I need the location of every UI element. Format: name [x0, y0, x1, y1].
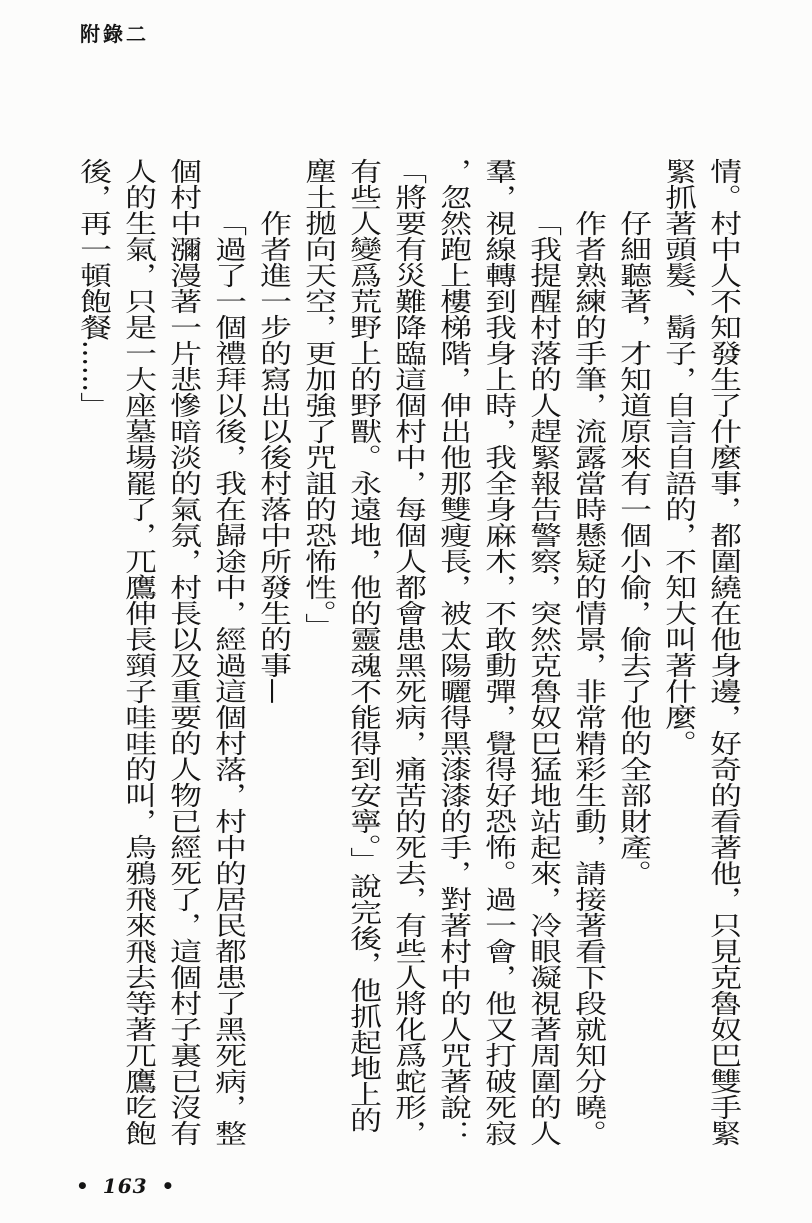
- text-column-5: 「我提醒村落的人趕緊報告警察，突然克魯奴巴猛地站起來，冷眼凝視著周圍的人: [524, 210, 562, 1146]
- text-column-9: 有些人變爲荒野上的野獸。永遠地，他的靈魂不能得到安寧。」說完後，他抓起地上的: [344, 158, 382, 1133]
- text-column-2: 緊抓著頭髮、鬍子，自言自語的，不知大叫著什麼。: [659, 158, 697, 756]
- text-column-1: 情。村中人不知發生了什麼事，都圍繞在他身邊，好奇的看著他，只見克魯奴巴雙手緊: [704, 158, 742, 1146]
- footer-bullet-left: •: [76, 1174, 89, 1198]
- text-column-12: 「過了一個禮拜以後，我在歸途中，經過這個村落，村中的居民都患了黑死病，整: [209, 210, 247, 1146]
- text-column-14: 人的生氣，只是一大座墓場罷了，兀鷹伸長頸子哇哇的叫，烏鴉飛來飛去等著兀鷹吃飽: [119, 158, 157, 1146]
- text-column-15: 後，再一頓飽餐……」: [74, 158, 112, 418]
- footer-bullet-right: •: [161, 1174, 175, 1198]
- vertical-text-body: [70, 158, 745, 1148]
- text-column-6: 羣，視線轉到我身上時，我全身麻木，不敢動彈，覺得好恐怖。過一會，他又打破死寂: [479, 158, 517, 1146]
- text-column-11: 作者進一步的寫出以後村落中所發生的事—: [254, 210, 292, 704]
- text-column-13: 個村中瀰漫著一片悲慘暗淡的氣氛，村長以及重要的人物已經死了，這個村子裏已沒有: [164, 158, 202, 1146]
- running-header: 附錄二: [80, 22, 149, 46]
- page-number: 163: [102, 1174, 148, 1198]
- text-column-3: 仔細聽著，才知道原來有一個小偷，偷去了他的全部財產。: [614, 210, 652, 886]
- text-column-7: ，忽然跑上樓梯階，伸出他那雙瘦長，被太陽曬得黑漆漆的手，對著村中的人咒著說：: [434, 158, 472, 1146]
- text-column-4: 作者熟練的手筆，流露當時懸疑的情景，非常精彩生動，請接著看下段就知分曉。: [569, 210, 607, 1146]
- text-column-10: 塵土拋向天空，更加強了咒詛的恐怖性。」: [299, 158, 337, 639]
- page-footer: [76, 1174, 174, 1198]
- text-column-8: 「將要有災難降臨這個村中，每個人都會患黑死病，痛苦的死去，有些人將化爲蛇形，: [389, 158, 427, 1146]
